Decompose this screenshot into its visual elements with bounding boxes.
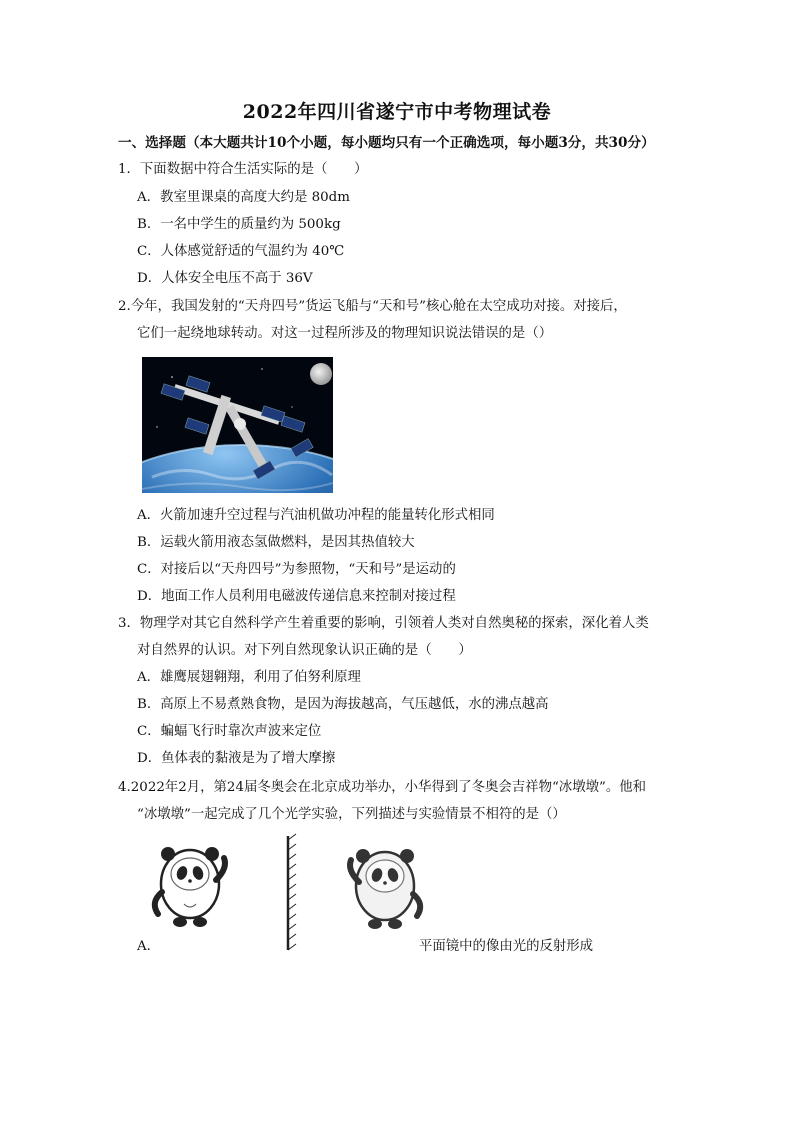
page-title: 2022年四川省遂宁市中考物理试卷 [242, 101, 552, 123]
q1-option-b: B．一名中学生的质量约为 500kg [137, 217, 341, 232]
q3-option-b: B．高原上不易煮熟食物，是因为海拔越高，气压越低，水的沸点越高 [137, 697, 549, 712]
q4-option-a-label: A． [137, 939, 161, 954]
moon-shape [310, 363, 332, 385]
q2-option-b: B．运载火箭用液态氢做燃料，是因其热值较大 [137, 535, 415, 550]
plane-mirror [288, 834, 296, 950]
mascot-image [350, 849, 420, 929]
mirror-figure [150, 832, 430, 957]
question-2-stem-line2: 它们一起绕地球转动。对这一过程所涉及的物理知识说法错误的是（） [137, 326, 553, 341]
q3-option-a: A．雄鹰展翅翱翔，利用了伯努利原理 [137, 670, 361, 685]
q3-option-c: C．蝙蝠飞行时靠次声波来定位 [137, 724, 322, 739]
question-1-stem: 1．下面数据中符合生活实际的是（ ） [118, 162, 368, 177]
question-4-stem-line2: “冰墩墩”一起完成了几个光学实验，下列描述与实验情景不相符的是（） [137, 807, 566, 822]
section-heading: 一、选择题（本大题共计10个小题，每小题均只有一个正确选项，每小题3分，共30分） [118, 135, 655, 151]
question-4-stem-line1: 4.2022年2月，第24届冬奥会在北京成功举办，小华得到了冬奥会吉祥物“冰墩墩”。他和 [118, 780, 646, 795]
q1-option-c: C．人体感觉舒适的气温约为 40℃ [137, 244, 345, 259]
q2-option-d: D．地面工作人员利用电磁波传递信息来控制对接过程 [137, 589, 456, 604]
mascot-object [155, 847, 225, 927]
q3-option-d: D．鱼体表的黏液是为了增大摩擦 [137, 751, 336, 766]
question-2-stem-line1: 2.今年，我国发射的“天舟四号”货运飞船与“天和号”核心舱在太空成功对接。对接后， [118, 299, 627, 314]
space-station-image [142, 357, 333, 493]
question-3-stem-line1: 3．物理学对其它自然科学产生着重要的影响，引领着人类对自然奥秘的探索，深化着人类 [118, 616, 649, 631]
question-3-stem-line2: 对自然界的认识。对下列自然现象认识正确的是（ ） [137, 643, 472, 658]
q4-option-a-text: 平面镜中的像由光的反射形成 [419, 939, 594, 954]
q1-option-a: A．教室里课桌的高度大约是 80dm [137, 190, 350, 205]
q2-option-c: C．对接后以“天舟四号”为参照物，“天和号”是运动的 [137, 562, 456, 577]
q2-option-a: A．火箭加速升空过程与汽油机做功冲程的能量转化形式相同 [137, 508, 495, 523]
q1-option-d: D．人体安全电压不高于 36V [137, 271, 313, 286]
mirror-experiment-illustration [150, 832, 430, 957]
space-station-illustration [142, 357, 333, 493]
